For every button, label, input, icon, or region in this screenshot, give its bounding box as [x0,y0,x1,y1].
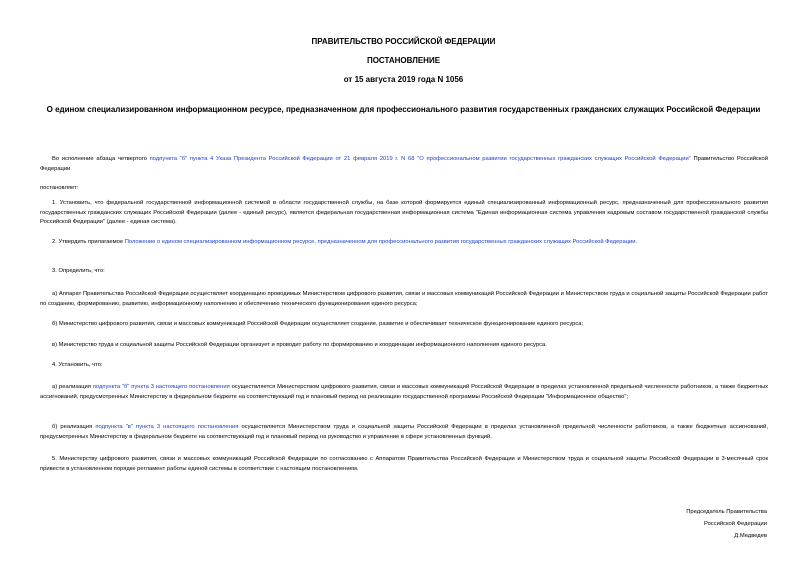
decrees-word: постановляет: [40,185,79,191]
paragraph-3a: а) Аппарат Правительства Российской Федерации осуществляет координацию проводимых Министерством цифрового развития, связи и массовых коммуникаций Российской Федерации и Министерством труда и социальной защиты Российской Федерации работ по созданию, формированию, развитию, информационному наполнению и обеспечению технического функционирования единого ресурса; [40,291,768,307]
paragraph-4a-text-end: осуществляется Министерством цифрового развития, связи и массовых коммуникаций Российской Федерации в пределах установленной предельной численности работников, а также бюджетных ассигнований, предусмотренных Министерству в федеральном бюджете на соответствующий год и плановый период на реализацию государственной программы Российской Федерации "Информационное общество"; [40,384,769,400]
paragraph-4b-text-start: б) реализация [52,424,96,430]
paragraph-1: 1. Установить, что федеральной государственной информационной системой в области государственной службы, на базе которой формируется единый специализированный информационный ресурс, предназначенный для профессионального развития государственных гражданских служащих Российской Федерации (далее - единый ресурс), является федеральная государственная информационная система "Единая информационная система управления кадровым составом государственной гражданской службы Российской Федерации" (далее - единая система). [40,200,768,225]
signature-country: Российской Федерации [703,521,767,527]
paragraph-3c: в) Министерство труда и социальной защиты Российской Федерации организует и проводит работу по формированию и координации информационного наполнения единого ресурса. [52,342,547,348]
paragraph-3b: б) Министерство цифрового развития, связи и массовых коммуникаций Российской Федерации осуществляет создание, развитие и обеспечивает техническое функционирование единого ресурса; [52,321,584,327]
document-title: О едином специализированном информационном ресурсе, предназначенном для профессионального развития государственных гражданских служащих Российской Федерации [46,105,761,114]
paragraph-4a-link[interactable]: подпункта "б" пункта 3 настоящего постановления [92,384,230,390]
paragraph-3: 3. Определить, что: [52,268,105,274]
paragraph-4a [40,383,768,402]
paragraph-2-text-end: . [635,239,638,245]
paragraph-4b [40,423,768,442]
paragraph-4a-text-start: а) реализация [52,384,93,390]
regulation-link[interactable]: Положение о едином специализированном информационном ресурсе, предназначенном для профессионального развития государственных гражданских служащих Российской Федерации [124,239,636,245]
paragraph-4: 4. Установить, что: [52,362,103,368]
intro-text-start: Во исполнение абзаца четвертого [52,156,150,162]
paragraph-5: 5. Министерству цифрового развития, связи и массовых коммуникаций Российской Федерации по согласованию с Аппаратом Правительства Российской Федерации и Министерством труда и социальной защиты Российской Федерации в 3-месячный срок привести в установленном порядке регламент работы единой системы в соответствие с настоящим постановлением. [40,456,768,472]
paragraph-4b-text-end: осуществляется Министерством труда и социальной защиты Российской Федерации в пределах установленной предельной численности работников, а также бюджетных ассигнований, предусмотренных Министерству в федеральном бюджете на соответствующий год и плановый период на руководство и управление в сфере установленных функций. [40,424,769,440]
signature-title: Председатель Правительства [686,509,767,515]
intro-text-end: Правительство Российской Федерации [40,156,768,172]
paragraph-2 [40,238,768,248]
paragraph-2-text-start: 2. Утвердить прилагаемое [52,239,125,245]
paragraph-4b-link[interactable]: подпункта "в" пункта 3 настоящего постановления [95,424,239,430]
date-number: от 15 августа 2019 года N 1056 [343,75,464,84]
signature-name: Д.Медведев [734,533,767,539]
intro-paragraph [40,155,768,174]
government-heading: ПРАВИТЕЛЬСТВО РОССИЙСКОЙ ФЕДЕРАЦИИ [311,37,496,46]
intro-link[interactable]: подпункта "б" пункта 4 Указа Президента Российской Федерации от 21 февраля 2019 г. N 68 "О профессиональном развитии государственных гражданских служащих Российской Федерации" [149,156,691,162]
document-type: ПОСТАНОВЛЕНИЕ [366,56,441,65]
